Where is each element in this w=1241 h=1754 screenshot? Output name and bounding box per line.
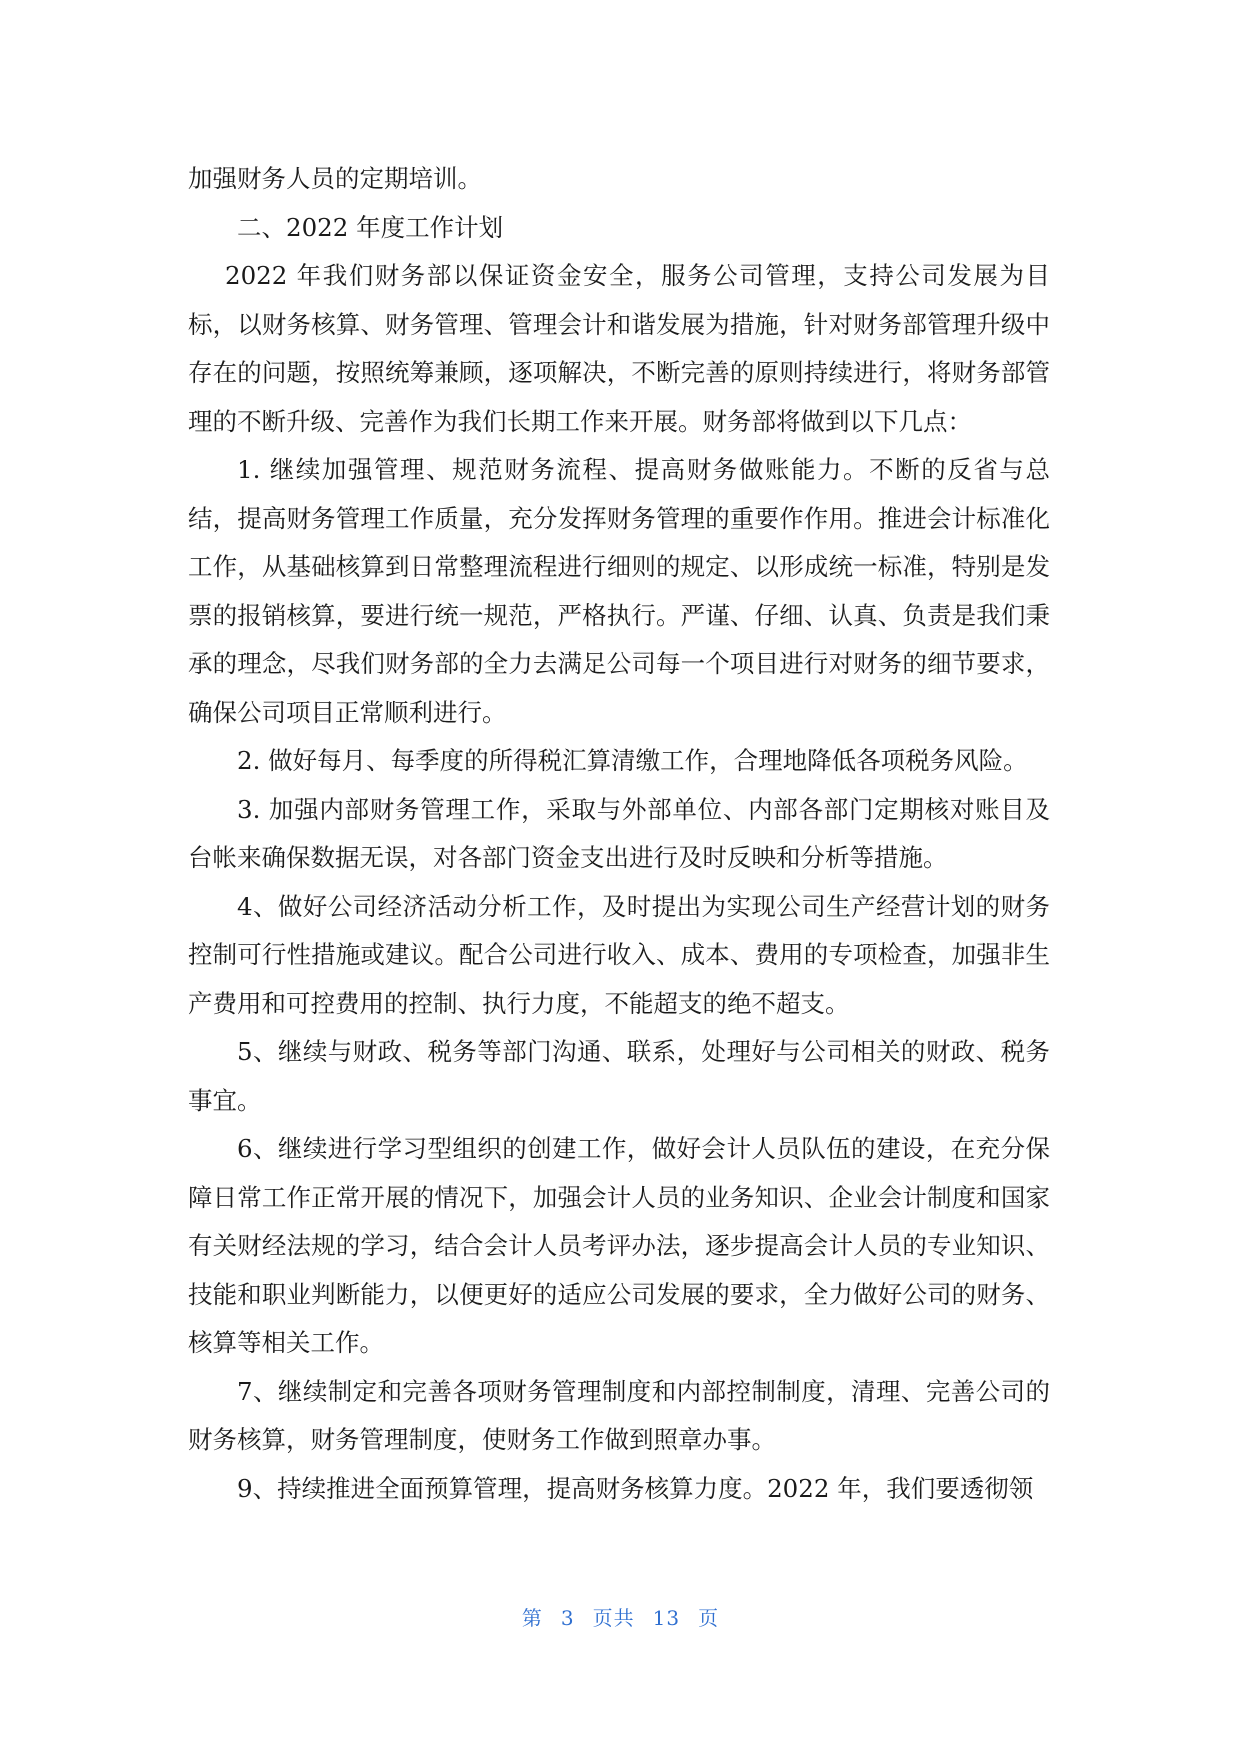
paragraph-item-3: 3. 加强内部财务管理工作，采取与外部单位、内部各部门定期核对账目及台帐来确保数据无误，对各部门资金支出进行及时反映和分析等措施。	[188, 794, 1050, 872]
paragraph-item-2: 2. 做好每月、每季度的所得税汇算清缴工作，合理地降低各项税务风险。	[237, 746, 1028, 775]
footer-current-page: 3	[560, 1606, 575, 1630]
footer-total-pages: 13	[652, 1606, 681, 1630]
footer-prefix: 第	[521, 1606, 543, 1630]
paragraph-plan-intro: 2022 年我们财务部以保证资金安全，服务公司管理，支持公司发展为目标，以财务核算、财务管理、管理会计和谐发展为措施，针对财务部管理升级中存在的问题，按照统筹兼顾，逐项解决，不断完善的原则持续进行，将财务部管理的不断升级、完善作为我们长期工作来开展。财务部将做到以下几点：	[188, 261, 1050, 436]
paragraph-item-1: 1. 继续加强管理、规范财务流程、提高财务做账能力。不断的反省与总结，提高财务管理工作质量，充分发挥财务管理的重要作作用。推进会计标准化工作，从基础核算到日常整理流程进行细则的规定、以形成统一标准，特别是发票的报销核算，要进行统一规范，严格执行。严谨、仔细、认真、负责是我们秉承的理念，尽我们财务部的全力去满足公司每一个项目进行对财务的细节要求，确保公司项目正常顺利进行。	[188, 455, 1050, 727]
footer-middle: 页共	[592, 1606, 635, 1630]
paragraph-item-9: 9、持续推进全面预算管理，提高财务核算力度。2022 年，我们要透彻领	[237, 1473, 1034, 1503]
paragraph-item-5: 5、继续与财政、税务等部门沟通、联系，处理好与公司相关的财政、税务事宜。	[188, 1037, 1050, 1115]
section-heading-2022-plan: 二、2022 年度工作计划	[237, 212, 504, 242]
paragraph-item-7: 7、继续制定和完善各项财务管理制度和内部控制制度，清理、完善公司的财务核算，财务管理制度，使财务工作做到照章办事。	[188, 1376, 1050, 1454]
paragraph-item-4: 4、做好公司经济活动分析工作，及时提出为实现公司生产经营计划的财务控制可行性措施或建议。配合公司进行收入、成本、费用的专项检查，加强非生产费用和可控费用的控制、执行力度，不能超支的绝不超支。	[188, 891, 1050, 1018]
page-footer	[0, 1602, 1241, 1631]
footer-suffix: 页	[698, 1606, 720, 1630]
document-body	[188, 155, 1050, 1513]
paragraph-item-6: 6、继续进行学习型组织的创建工作，做好会计人员队伍的建设，在充分保障日常工作正常开展的情况下，加强会计人员的业务知识、企业会计制度和国家有关财经法规的学习，结合会计人员考评办法，逐步提高会计人员的专业知识、技能和职业判断能力，以便更好的适应公司发展的要求，全力做好公司的财务、核算等相关工作。	[188, 1134, 1050, 1357]
paragraph-training: 加强财务人员的定期培训。	[188, 164, 482, 193]
